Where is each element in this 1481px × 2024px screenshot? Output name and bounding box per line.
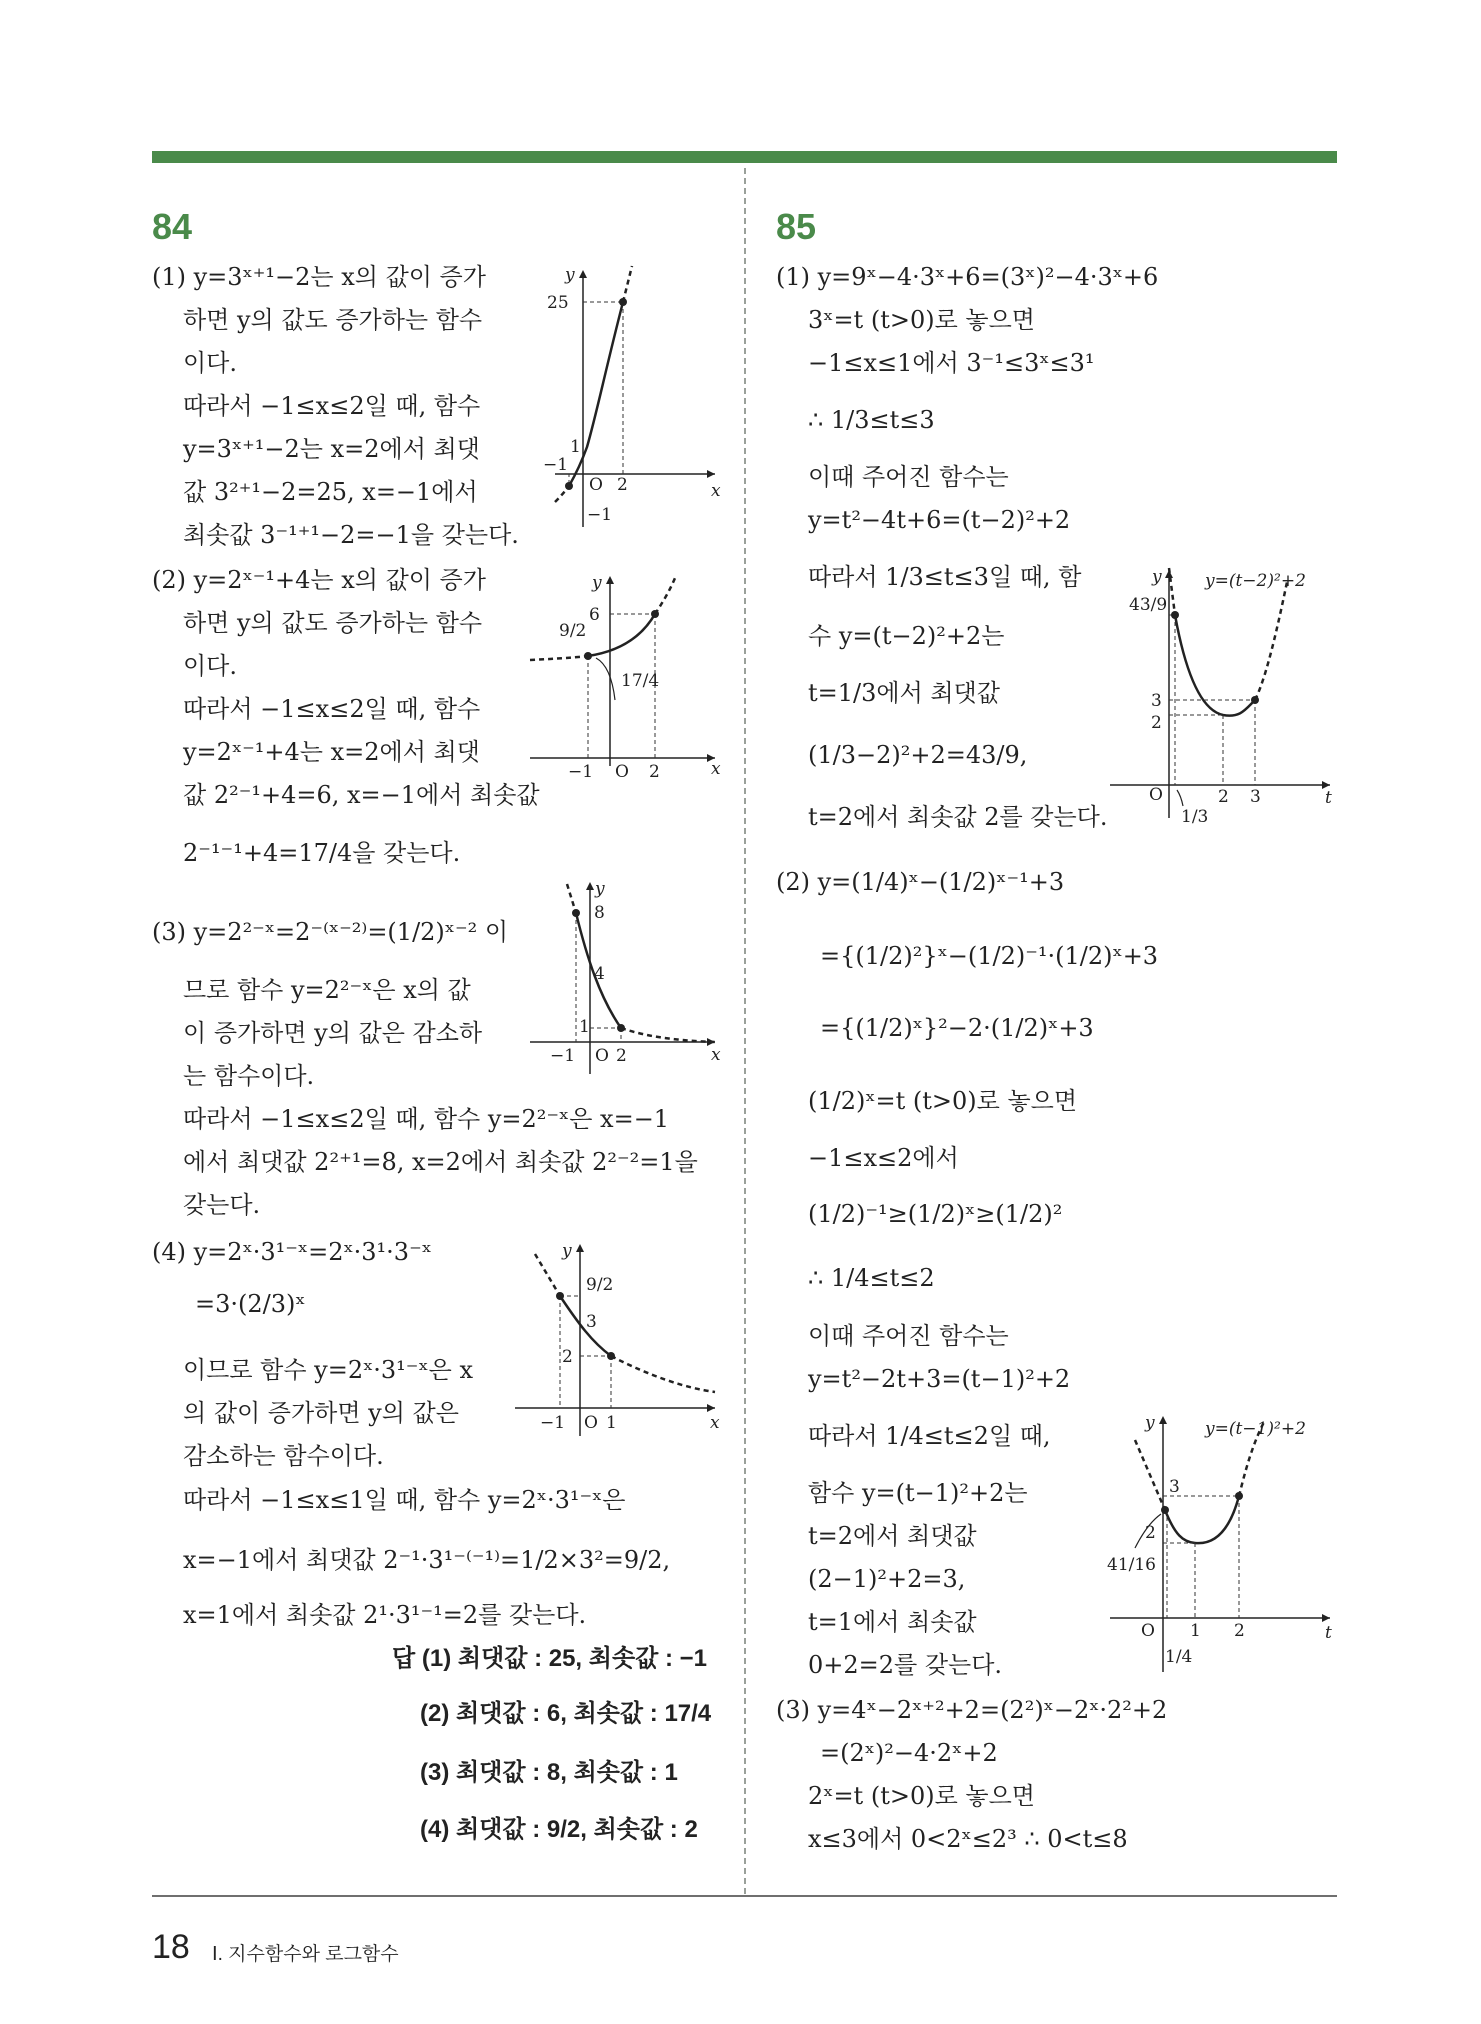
solution-line: 의 값이 증가하면 y의 값은 <box>183 1399 459 1427</box>
tick-label: 4 <box>594 964 605 984</box>
curve-solid <box>569 302 623 486</box>
tick-label: 2 <box>617 475 628 495</box>
axis-label-y: y <box>562 1241 572 1261</box>
axis-label-y: y <box>592 573 602 593</box>
solution-line: t=1/3에서 최댓값 <box>808 679 1000 707</box>
min-point <box>565 482 573 490</box>
start-point <box>1161 1506 1169 1514</box>
solution-line: 따라서 −1≤x≤1일 때, 함수 y=2ˣ·3¹⁻ˣ은 <box>183 1486 626 1514</box>
solution-line: (1) y=3ˣ⁺¹−2는 x의 값이 증가 <box>152 263 486 291</box>
graph-84-4 <box>510 1238 725 1438</box>
tick-label: 2 <box>616 1046 627 1066</box>
tick-label: 2 <box>1234 1621 1245 1641</box>
page-number: 18 <box>152 1928 190 1966</box>
y-axis-arrow <box>1159 1416 1167 1424</box>
max-point <box>1235 1492 1243 1500</box>
curve-dashed-right <box>655 578 675 614</box>
solution-line: 므로 함수 y=2²⁻ˣ은 x의 값 <box>183 976 471 1004</box>
tick-label: 3 <box>1151 691 1162 711</box>
solution-line: 수 y=(t−2)²+2는 <box>808 622 1005 650</box>
problem-number-85: 85 <box>776 206 817 247</box>
solution-line: ={(1/2)²}ˣ−(1/2)⁻¹·(1/2)ˣ+3 <box>820 942 1159 970</box>
axis-label-y: y <box>565 265 575 285</box>
solution-line: (3) y=4ˣ−2ˣ⁺²+2=(2²)ˣ−2ˣ·2²+2 <box>776 1696 1168 1724</box>
tick-label: 2 <box>1145 1523 1156 1543</box>
solution-line: ∴ 1/3≤t≤3 <box>808 406 935 434</box>
solution-line: t=2에서 최댓값 <box>808 1522 977 1550</box>
solution-line: 에서 최댓값 2²⁺¹=8, x=2에서 최솟값 2²⁻²=1을 <box>183 1148 698 1176</box>
tick-label: 6 <box>589 605 600 625</box>
max-point <box>1171 611 1179 619</box>
solution-line: 따라서 −1≤x≤2일 때, 함수 <box>183 695 481 723</box>
curve-dashed-right <box>623 266 632 302</box>
solution-line: 이다. <box>183 349 237 377</box>
answer-line: (4) 최댓값 : 9/2, 최솟값 : 2 <box>420 1816 698 1843</box>
frac-label: 9/2 <box>586 1275 614 1295</box>
solution-line: (1/3−2)²+2=43/9, <box>808 741 1028 769</box>
solution-line: 하면 y의 값도 증가하는 함수 <box>183 609 483 637</box>
answer-line: (3) 최댓값 : 8, 최솟값 : 1 <box>420 1759 678 1786</box>
solution-line: 이때 주어진 함수는 <box>808 1322 1009 1350</box>
solution-line: −1≤x≤1에서 3⁻¹≤3ˣ≤3¹ <box>808 349 1095 377</box>
solution-line: 이 증가하면 y의 값은 감소하 <box>183 1019 483 1047</box>
solution-line: 최솟값 3⁻¹⁺¹−2=−1을 갖는다. <box>183 521 519 549</box>
tick-label: 2 <box>562 1347 573 1367</box>
tick-label: 1 <box>579 1017 590 1037</box>
curve-dashed-left <box>530 656 588 660</box>
tick-label: −1 <box>550 1046 576 1066</box>
solution-line: 이므로 함수 y=2ˣ·3¹⁻ˣ은 x <box>183 1356 473 1384</box>
tick-label: 25 <box>547 293 569 313</box>
curve-dashed-left <box>567 884 576 913</box>
tick-label: 2 <box>1218 787 1229 807</box>
solution-line: 이다. <box>183 652 237 680</box>
solution-line: y=t²−4t+6=(t−2)²+2 <box>808 506 1071 534</box>
y-axis-arrow <box>576 1244 584 1252</box>
graph-84-2 <box>525 568 725 782</box>
pointer-line <box>596 658 615 700</box>
solution-line: 함수 y=(t−1)²+2는 <box>808 1479 1028 1507</box>
curve-dashed-left <box>1135 1440 1165 1510</box>
y-axis-arrow <box>606 576 614 584</box>
solution-line: 는 함수이다. <box>183 1062 315 1090</box>
solution-line: 이때 주어진 함수는 <box>808 463 1009 491</box>
solution-line: 하면 y의 값도 증가하는 함수 <box>183 306 483 334</box>
answer-line: 답 (1) 최댓값 : 25, 최솟값 : −1 <box>392 1645 708 1672</box>
tick-label: 8 <box>594 903 605 923</box>
curve-solid <box>1175 615 1255 716</box>
origin-label: O <box>1141 1621 1155 1641</box>
solution-line: 따라서 1/3≤t≤3일 때, 함 <box>808 563 1082 591</box>
chapter-title: Ⅰ. 지수함수와 로그함수 <box>212 1944 399 1965</box>
curve-equation: y=(t−2)²+2 <box>1205 571 1306 591</box>
curve-dashed-right <box>611 1356 715 1392</box>
tick-label: −1 <box>568 762 594 782</box>
solution-line: 2⁻¹⁻¹+4=17/4을 갖는다. <box>183 839 461 867</box>
solution-line: =3·(2/3)ˣ <box>195 1290 306 1318</box>
solution-line: (2) y=2ˣ⁻¹+4는 x의 값이 증가 <box>152 566 486 594</box>
solution-line: (1) y=9ˣ−4·3ˣ+6=(3ˣ)²−4·3ˣ+6 <box>776 263 1159 291</box>
solution-line: y=t²−2t+3=(t−1)²+2 <box>808 1365 1071 1393</box>
min-point <box>584 652 592 660</box>
curve-dashed-right <box>621 1028 715 1042</box>
axis-label-x: x <box>711 481 721 501</box>
solution-line: =(2ˣ)²−4·2ˣ+2 <box>820 1739 998 1767</box>
frac-label: 43/9 <box>1129 595 1168 615</box>
tick-label: 1 <box>606 1413 617 1433</box>
solution-line: x=−1에서 최댓값 2⁻¹·3¹⁻⁽⁻¹⁾=1/2×3²=9/2, <box>183 1546 671 1574</box>
end-point <box>1251 696 1259 704</box>
axis-label-x: t <box>1325 788 1332 808</box>
solution-line: 2ˣ=t (t>0)로 놓으면 <box>808 1782 1035 1810</box>
solution-line: t=1에서 최솟값 <box>808 1608 977 1636</box>
solution-line: 값 3²⁺¹−2=25, x=−1에서 <box>183 478 478 506</box>
axis-label-x: x <box>711 1045 721 1065</box>
pointer-line <box>1177 790 1183 806</box>
tick-label: 2 <box>1151 713 1162 733</box>
axis-label-x: x <box>711 759 721 779</box>
origin-label: O <box>615 762 629 782</box>
x-axis-arrow <box>1322 1614 1330 1622</box>
curve-equation: y=(t−1)²+2 <box>1205 1419 1306 1439</box>
origin-label: O <box>595 1046 609 1066</box>
curve-dashed-right <box>1255 582 1287 700</box>
tick-label: 3 <box>586 1312 597 1332</box>
curve-dashed-left <box>535 1254 560 1296</box>
footer-rule <box>152 1895 1337 1897</box>
tick-label: 1 <box>1190 1621 1201 1641</box>
solution-line: 값 2²⁻¹+4=6, x=−1에서 최솟값 <box>183 781 540 809</box>
y-axis-arrow <box>579 270 587 278</box>
solution-line: 3ˣ=t (t>0)로 놓으면 <box>808 306 1035 334</box>
solution-line: 0+2=2를 갖는다. <box>808 1651 1003 1679</box>
min-point <box>617 1024 625 1032</box>
frac-label: 9/2 <box>559 621 587 641</box>
tick-label: 3 <box>1250 787 1261 807</box>
x-axis-arrow <box>707 470 715 478</box>
answer-line: (2) 최댓값 : 6, 최솟값 : 17/4 <box>420 1700 712 1727</box>
graph-85-2 <box>1105 1410 1345 1690</box>
frac-label: 1/4 <box>1165 1647 1193 1667</box>
solution-line: y=3ˣ⁺¹−2는 x=2에서 최댓 <box>183 435 480 463</box>
top-accent-bar <box>152 151 1337 163</box>
solution-line: 따라서 −1≤x≤2일 때, 함수 y=2²⁻ˣ은 x=−1 <box>183 1105 670 1133</box>
tick-label: 1 <box>570 437 581 457</box>
y-axis-arrow <box>586 882 594 890</box>
graph-84-1 <box>525 262 725 532</box>
solution-line: t=2에서 최솟값 2를 갖는다. <box>808 803 1108 831</box>
frac-label: 1/3 <box>1181 807 1209 827</box>
max-point <box>619 298 627 306</box>
max-point <box>651 610 659 618</box>
solution-line: (2) y=(1/4)ˣ−(1/2)ˣ⁻¹+3 <box>776 868 1065 896</box>
frac-label: 17/4 <box>621 671 660 691</box>
origin-label: O <box>584 1413 598 1433</box>
axis-label-x: x <box>710 1413 720 1433</box>
x-axis-arrow <box>707 1404 715 1412</box>
tick-label: 2 <box>649 762 660 782</box>
axis-label-y: y <box>1145 1413 1155 1433</box>
solution-line: ={(1/2)ˣ}²−2·(1/2)ˣ+3 <box>820 1014 1094 1042</box>
solution-line: (1/2)ˣ=t (t>0)로 놓으면 <box>808 1087 1078 1115</box>
max-point <box>556 1292 564 1300</box>
tick-label: −1 <box>543 455 569 475</box>
curve-solid <box>1165 1496 1239 1543</box>
origin-label: O <box>589 475 603 495</box>
solution-line: 따라서 −1≤x≤2일 때, 함수 <box>183 392 481 420</box>
axis-label-y: y <box>595 879 605 899</box>
solution-line: (4) y=2ˣ·3¹⁻ˣ=2ˣ·3¹·3⁻ˣ <box>152 1238 432 1266</box>
solution-line: (3) y=2²⁻ˣ=2⁻⁽ˣ⁻²⁾=(1/2)ˣ⁻² 이 <box>152 918 509 946</box>
solution-line: x=1에서 최솟값 2¹·3¹⁻¹=2를 갖는다. <box>183 1601 587 1629</box>
max-point <box>572 909 580 917</box>
tick-label: −1 <box>587 505 613 525</box>
graph-84-3 <box>525 878 725 1078</box>
solution-line: 갖는다. <box>183 1191 261 1219</box>
solution-line: −1≤x≤2에서 <box>808 1144 959 1172</box>
column-divider <box>744 168 746 1894</box>
min-point <box>607 1352 615 1360</box>
solution-line: (2−1)²+2=3, <box>808 1565 966 1593</box>
problem-number-84: 84 <box>152 206 193 247</box>
tick-label: −1 <box>540 1413 566 1433</box>
tick-label: 3 <box>1169 1477 1180 1497</box>
axis-label-x: t <box>1325 1623 1332 1643</box>
axis-label-y: y <box>1152 567 1162 587</box>
origin-label: O <box>1149 785 1163 805</box>
solution-line: 따라서 1/4≤t≤2일 때, <box>808 1422 1051 1450</box>
solution-line: 감소하는 함수이다. <box>183 1442 384 1470</box>
graph-85-1 <box>1105 560 1345 840</box>
solution-line: y=2ˣ⁻¹+4는 x=2에서 최댓 <box>183 738 480 766</box>
solution-line: x≤3에서 0<2ˣ≤2³ ∴ 0<t≤8 <box>808 1825 1128 1853</box>
frac-label: 41/16 <box>1107 1555 1156 1575</box>
solution-line: ∴ 1/4≤t≤2 <box>808 1264 935 1292</box>
solution-line: (1/2)⁻¹≥(1/2)ˣ≥(1/2)² <box>808 1200 1063 1228</box>
